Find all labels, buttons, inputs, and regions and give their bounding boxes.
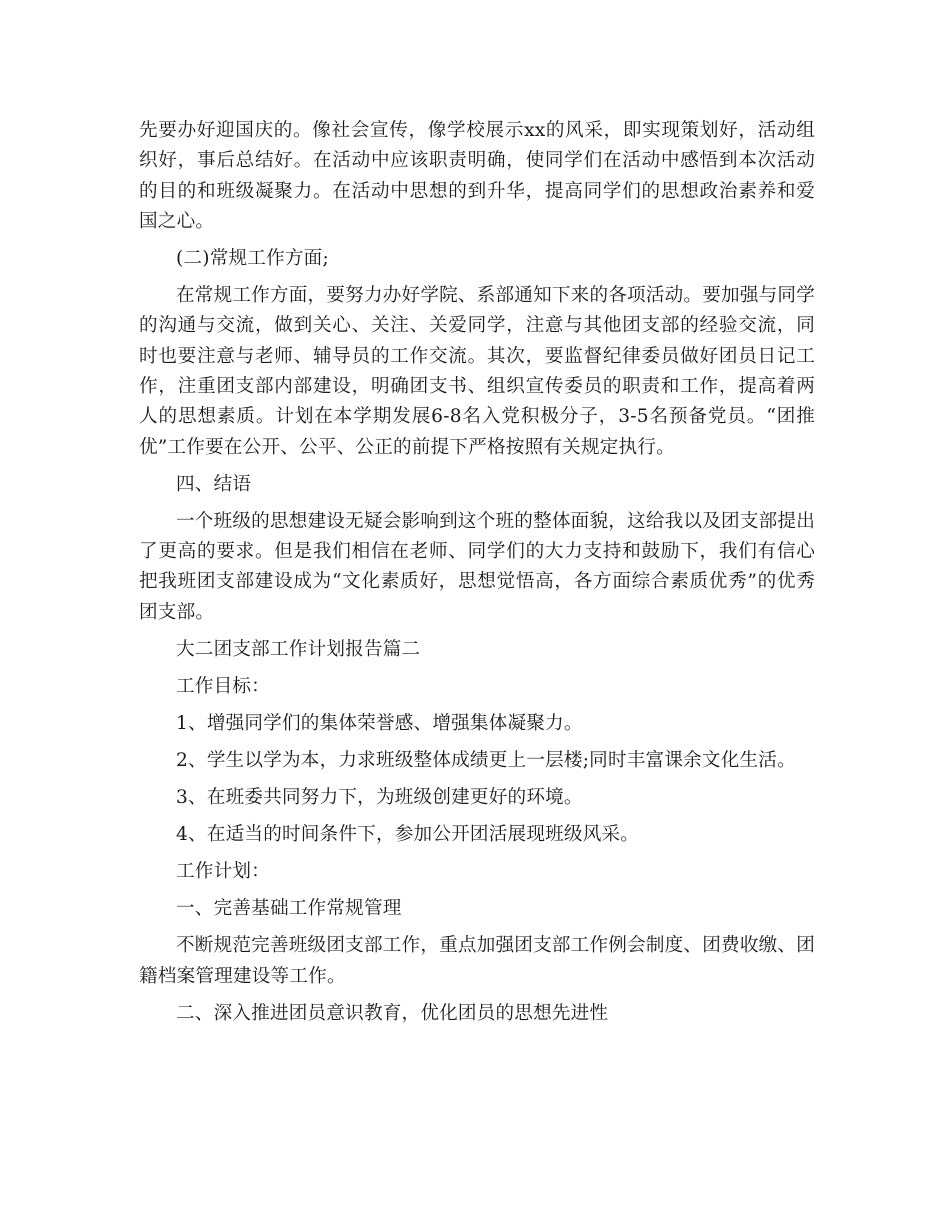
paragraph-conclusion: 一个班级的思想建设无疑会影响到这个班的整体面貌，这给我以及团支部提出了更高的要求。但是我们相信在老师、同学们的大力支持和鼓励下，我们有信心把我班团支部建设成为“文化素质好，思想觉悟高，各方面综合素质优秀”的优秀团支部。 bbox=[139, 510, 815, 623]
section-title-part-two: 大二团支部工作计划报告篇二 bbox=[176, 638, 421, 660]
goal-item-1: 1、增强同学们的集体荣誉感、增强集体凝聚力。 bbox=[176, 712, 583, 734]
paragraph-routine-work: 在常规工作方面，要努力办好学院、系部通知下来的各项活动。要加强与同学的沟通与交流，做到关心、关注、关爱同学，注意与其他团支部的经验交流，同时也要注意与老师、辅导员的工作交流。其次，要监督纪律委员做好团员日记工作，注重团支部内部建设，明确团支书、组织宣传委员的职责和工作，提高着两人的思想素质。计划在本学期发展6-8名入党积极分子，3-5名预备党员。“团推优”工作要在公开、公平、公正的前提下严格按照有关规定执行。 bbox=[139, 285, 815, 458]
goal-item-3: 3、在班委共同努力下，为班级创建更好的环境。 bbox=[176, 787, 583, 809]
document-body bbox=[139, 116, 815, 1036]
heading-work-goals: 工作目标： bbox=[176, 675, 270, 697]
goal-item-2: 2、学生以学为本，力求班级整体成绩更上一层楼;同时丰富课余文化生活。 bbox=[176, 750, 796, 772]
heading-plan-section-1: 一、完善基础工作常规管理 bbox=[176, 898, 402, 920]
paragraph-intro: 先要办好迎国庆的。像社会宣传，像学校展示xx的风采，即实现策划好，活动组织好，事后总结好。在活动中应该职责明确，使同学们在活动中感悟到本次活动的目的和班级凝聚力。在活动中思想的到升华，提高同学们的思想政治素养和爱国之心。 bbox=[139, 120, 815, 232]
goal-item-4: 4、在适当的时间条件下，参加公开团活展现班级风采。 bbox=[176, 824, 640, 846]
paragraph-plan-section-1: 不断规范完善班级团支部工作，重点加强团支部工作例会制度、团费收缴、团籍档案管理建设等工作。 bbox=[139, 935, 815, 987]
heading-routine-work: (二)常规工作方面; bbox=[176, 247, 329, 269]
heading-work-plan: 工作计划： bbox=[176, 861, 270, 883]
heading-conclusion: 四、结语 bbox=[176, 473, 252, 495]
heading-plan-section-2: 二、深入推进团员意识教育，优化团员的思想先进性 bbox=[176, 1002, 609, 1024]
